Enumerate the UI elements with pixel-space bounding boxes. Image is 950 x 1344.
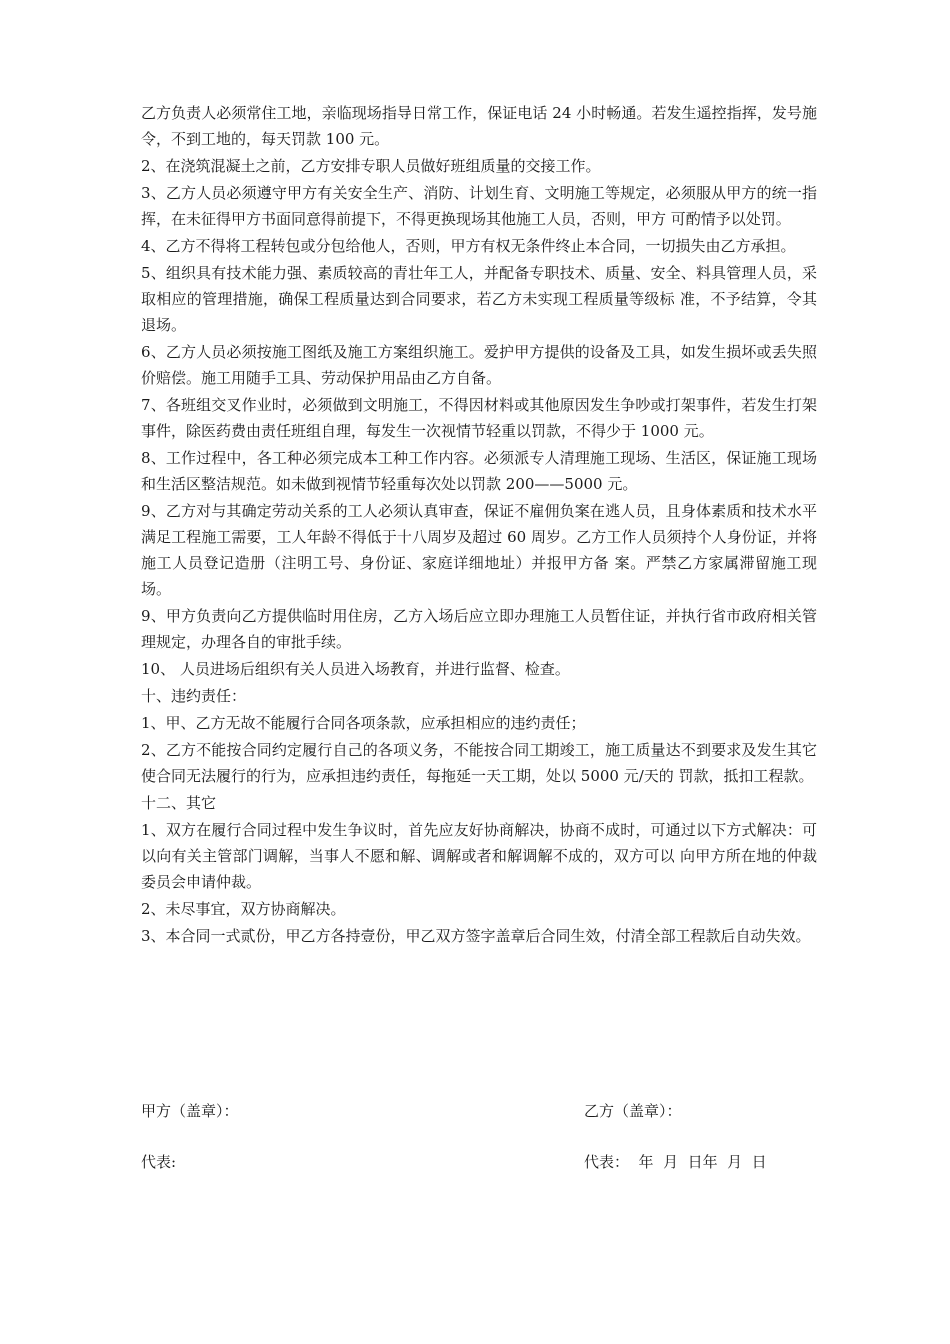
paragraph: 2、未尽事宜，双方协商解决。: [141, 900, 346, 918]
party-b-representative-label: 代表： 年 月 日年 月 日: [584, 1153, 767, 1171]
paragraph: 3、本合同一式贰份，甲乙方各持壹份，甲乙双方签字盖章后合同生效，付清全部工程款后自动失效。: [141, 927, 811, 945]
paragraph: 5、组织具有技术能力强、素质较高的青壮年工人，并配备专职技术、质量、安全、料具管理人员，采取相应的管理措施，确保工程质量达到合同要求，若乙方未实现工程质量等级标 准，不予结算，令其退场。: [141, 264, 817, 334]
paragraph: 8、工作过程中，各工种必须完成本工种工作内容。必须派专人清理施工现场、生活区，保证施工现场和生活区整洁规范。如未做到视情节轻重每次处以罚款 200——5000 元。: [141, 449, 817, 493]
paragraph: 2、乙方不能按合同约定履行自己的各项义务，不能按合同工期竣工，施工质量达不到要求及发生其它使合同无法履行的行为，应承担违约责任，每拖延一天工期，处以 5000 元/天的 罚款，抵扣工程款。: [141, 741, 817, 785]
party-b-seal-label: 乙方（盖章）：: [584, 1102, 682, 1120]
paragraph: 10、 人员进场后组织有关人员进入场教育，并进行监督、检查。: [141, 660, 570, 678]
paragraph: 1、双方在履行合同过程中发生争议时，首先应友好协商解决，协商不成时，可通过以下方式解决：可以向有关主管部门调解，当事人不愿和解、调解或者和解调解不成的，双方可以 向甲方所在地的仲裁委员会申请仲裁。: [141, 821, 817, 891]
section-heading: 十二、其它: [141, 794, 217, 812]
paragraph: 9、甲方负责向乙方提供临时用住房，乙方入场后应立即办理施工人员暂住证，并执行省市政府相关管理规定，办理各自的审批手续。: [141, 607, 817, 651]
paragraph: 6、乙方人员必须按施工图纸及施工方案组织施工。爱护甲方提供的设备及工具，如发生损坏或丢失照价赔偿。施工用随手工具、劳动保护用品由乙方自备。: [141, 343, 817, 387]
paragraph: 9、乙方对与其确定劳动关系的工人必须认真审查，保证不雇佣负案在逃人员，且身体素质和技术水平满足工程施工需要，工人年龄不得低于十八周岁及超过 60 周岁。乙方工作人员须持个人身份证，并将施工人员登记造册（注明工号、身份证、家庭详细地址）并报甲方备 案。严禁乙方家属滞留施工现场。: [141, 502, 817, 598]
contract-body: [141, 100, 817, 950]
paragraph: 2、在浇筑混凝土之前，乙方安排专职人员做好班组质量的交接工作。: [141, 157, 601, 175]
section-heading: 十、违约责任：: [141, 687, 247, 705]
party-a-representative-label: 代表:: [141, 1153, 177, 1171]
paragraph: 7、各班组交叉作业时，必须做到文明施工，不得因材料或其他原因发生争吵或打架事件，若发生打架事件，除医药费由责任班组自理，每发生一次视情节轻重以罚款，不得少于 1000 元。: [141, 396, 817, 440]
paragraph: 1、甲、乙方无故不能履行合同各项条款，应承担相应的违约责任；: [141, 714, 586, 732]
party-a-seal-label: 甲方（盖章）：: [141, 1102, 239, 1120]
paragraph: 3、乙方人员必须遵守甲方有关安全生产、消防、计划生育、文明施工等规定，必须服从甲方的统一指挥，在未征得甲方书面同意得前提下，不得更换现场其他施工人员，否则，甲方 可酌情予以处罚。: [141, 184, 817, 228]
paragraph: 乙方负责人必须常住工地，亲临现场指导日常工作，保证电话 24 小时畅通。若发生遥控指挥，发号施令，不到工地的，每天罚款 100 元。: [141, 104, 817, 148]
paragraph: 4、乙方不得将工程转包或分包给他人，否则，甲方有权无条件终止本合同，一切损失由乙方承担。: [141, 237, 796, 255]
